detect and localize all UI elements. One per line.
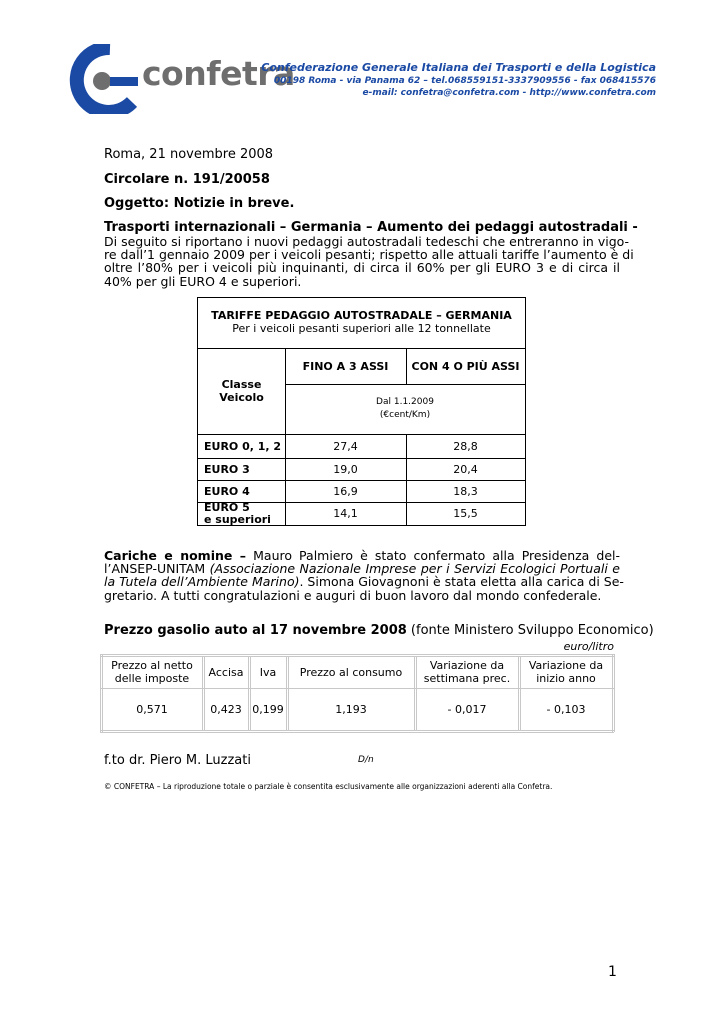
germania-title: Trasporti internazionali – Germania – Aumento dei pedaggi autostradali - (104, 220, 638, 235)
logo-wordmark: confetra (142, 54, 295, 93)
header-line: Variazione da (528, 659, 604, 672)
circolare-number: Circolare n. 191/20058 (104, 172, 270, 187)
gasolio-title-source: (fonte Ministero Sviluppo Economico) (406, 623, 654, 638)
header-line: Variazione da (429, 659, 505, 672)
org-contacts: e-mail: confetra@confetra.com - http://www.confetra.com (362, 88, 656, 98)
col-header-4-assi: CON 4 O PIÙ ASSI (411, 359, 520, 373)
price-value: 0,199 (252, 702, 284, 716)
price-table (100, 654, 614, 732)
table-row-label: EURO 3 (204, 462, 250, 476)
table-row-label: EURO 4 (204, 484, 250, 498)
org-address: 00198 Roma - via Panama 62 – tel.068559151-3337909556 - fax 068415576 (273, 76, 656, 86)
class-header-line: Classe (221, 378, 262, 391)
table-cell: 16,9 (333, 484, 358, 498)
cariche-line: gretario. A tutti congratulazioni e auguri di buon lavoro dal mondo confederale. (104, 587, 602, 603)
class-header-line: Veicolo (219, 391, 264, 404)
price-header: Accisa (208, 665, 244, 679)
confetra-logo-mark-icon (66, 44, 146, 114)
class-header (198, 348, 285, 434)
confetra-logo (66, 44, 295, 114)
org-name: Confederazione Generale Italiana dei Trasporti e della Logistica (261, 61, 656, 74)
row-label-line: e superiori (204, 512, 271, 526)
tariff-table (197, 297, 526, 526)
price-value: 0,571 (136, 702, 168, 716)
table-row-label (204, 502, 285, 525)
header-line: inizio anno (536, 672, 596, 685)
germania-line: oltre l’80% per i veicoli più inquinanti, di circa il 60% per gli EURO 3 e di circa il (104, 260, 620, 276)
table-cell: 28,8 (453, 439, 478, 453)
table-cell: 15,5 (453, 507, 478, 520)
table-cell: 18,3 (453, 484, 478, 498)
header-line: Prezzo al netto (111, 659, 193, 672)
copyright-notice: © CONFETRA – La riproduzione totale o parziale è consentita esclusivamente alle organizzazioni aderenti alla Confetra. (104, 782, 553, 791)
table-cell: 20,4 (453, 462, 478, 476)
cariche-italic: (Associazione Nazionale Imprese per i Servizi Ecologici Portuali e (209, 561, 620, 577)
table-cell: 19,0 (333, 462, 358, 476)
cariche-text: l’ANSEP-UNITAM (104, 561, 210, 577)
price-value: 0,423 (210, 702, 242, 716)
cariche-text: . Simona Giovagnoni è stata eletta alla carica di Se- (299, 574, 624, 590)
tariff-table-subtitle: Per i veicoli pesanti superiori alle 12 tonnellate (232, 321, 491, 335)
col-header-fino-3-assi: FINO A 3 ASSI (302, 359, 389, 373)
row-label-line: EURO 5 (204, 500, 250, 514)
price-header (416, 656, 518, 688)
cariche-text: Mauro Palmiero è stato confermato alla Presidenza del- (246, 548, 621, 563)
header-line: delle imposte (114, 672, 190, 685)
germania-line: 40% per gli EURO 4 e superiori. (104, 273, 302, 289)
cariche-italic: la Tutela dell’Ambiente Marino) (104, 574, 300, 590)
page-number: 1 (608, 964, 617, 980)
period-date: Dal 1.1.2009 (376, 397, 434, 407)
signature: f.to dr. Piero M. Luzzati (104, 753, 251, 768)
initials: D/n (358, 755, 374, 765)
cariche-line (104, 574, 624, 590)
gasolio-unit: euro/litro (563, 640, 614, 653)
oggetto-line: Oggetto: Notizie in breve. (104, 196, 295, 211)
price-value: - 0,017 (447, 702, 487, 716)
cariche-title: Cariche e nomine – (104, 548, 247, 563)
gasolio-title-bold: Prezzo gasolio auto al 17 novembre 2008 (104, 623, 407, 638)
tariff-table-title: TARIFFE PEDAGGIO AUTOSTRADALE – GERMANIA (211, 308, 512, 322)
table-cell: 27,4 (333, 439, 358, 453)
price-value: - 0,103 (546, 702, 586, 716)
header-line: settimana prec. (423, 672, 511, 685)
price-value: 1,193 (335, 702, 367, 716)
price-header: Iva (259, 665, 277, 679)
table-row-label: EURO 0, 1, 2 (204, 439, 282, 453)
gasolio-title (104, 623, 654, 638)
period-cell (285, 384, 525, 434)
period-unit: (€cent/Km) (379, 410, 431, 420)
price-header: Prezzo al consumo (299, 665, 403, 679)
cariche-paragraph (104, 548, 624, 603)
germania-line: Di seguito si riportano i nuovi pedaggi autostradali tedeschi che entreranno in vigo- (104, 234, 630, 249)
price-header (102, 656, 202, 688)
letter-date: Roma, 21 novembre 2008 (104, 147, 274, 162)
germania-paragraph (104, 234, 634, 289)
table-cell: 14,1 (333, 507, 358, 520)
price-header (520, 656, 612, 688)
germania-line: re dall’1 gennaio 2009 per i veicoli pesanti; rispetto alle attuali tariffe l’aumento è di (104, 247, 634, 263)
